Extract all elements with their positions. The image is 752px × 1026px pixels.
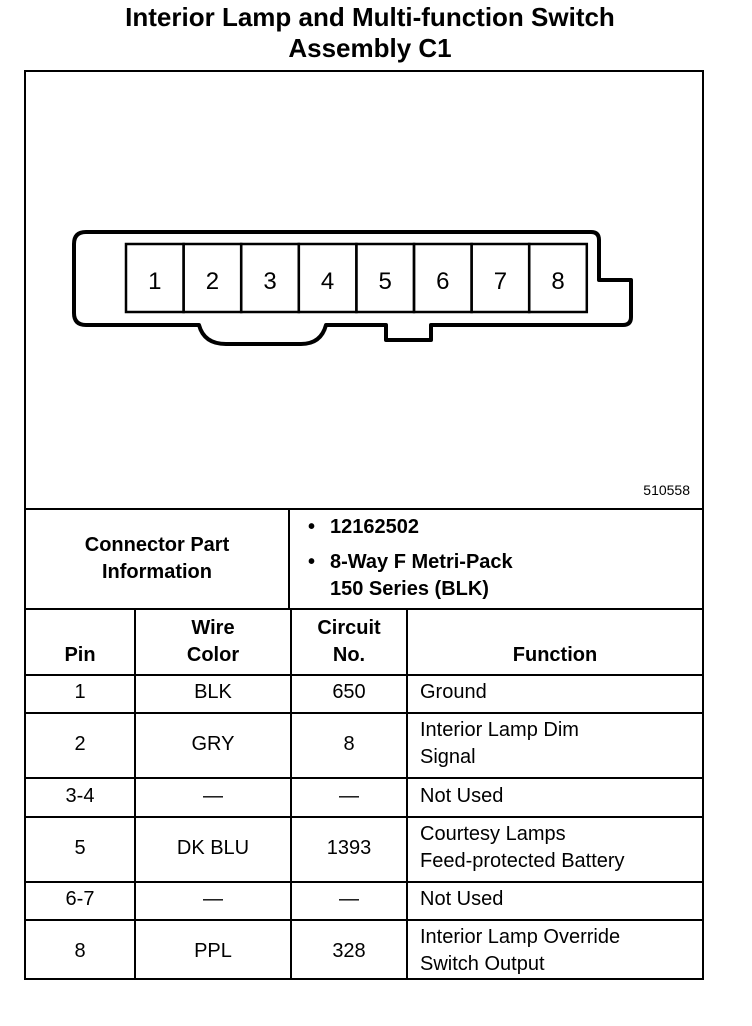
cell-pin: 1 bbox=[74, 681, 86, 703]
pin-number: 6 bbox=[436, 268, 450, 295]
cell-function-line-2: Feed-protected Battery bbox=[420, 850, 625, 872]
cell-function bbox=[420, 717, 579, 771]
cell-function bbox=[420, 783, 503, 810]
cell-pin: 3-4 bbox=[65, 785, 95, 807]
pin-number: 3 bbox=[263, 268, 277, 295]
page-title bbox=[0, 2, 740, 64]
cell-pin: 6-7 bbox=[65, 888, 95, 910]
cell-wire-color: — bbox=[203, 888, 223, 910]
pin-number: 5 bbox=[378, 268, 392, 295]
cell-function bbox=[420, 679, 487, 706]
part-info-label-line-1: Connector Part bbox=[84, 534, 230, 556]
title-line-2: Assembly C1 bbox=[288, 33, 452, 63]
cell-function-line-1: Interior Lamp Override bbox=[420, 926, 621, 948]
part-description-line-1: 8-Way F Metri-Pack bbox=[330, 551, 513, 573]
connector-diagram bbox=[26, 72, 702, 508]
part-number: 12162502 bbox=[330, 516, 419, 538]
part-info-label-line-2: Information bbox=[102, 561, 212, 583]
header-circuit-line-1: Circuit bbox=[317, 617, 381, 639]
part-info-list bbox=[290, 510, 702, 608]
connector-card bbox=[24, 70, 704, 980]
cell-wire-color: BLK bbox=[194, 681, 232, 703]
cell-function bbox=[420, 886, 503, 913]
part-description-line-2: 150 Series (BLK) bbox=[330, 578, 489, 600]
cell-wire-color: DK BLU bbox=[176, 837, 250, 859]
cell-circuit: 1393 bbox=[326, 837, 372, 859]
row-divider bbox=[26, 712, 702, 714]
cell-pin: 8 bbox=[74, 940, 86, 962]
pin-number: 2 bbox=[205, 268, 220, 295]
cell-function bbox=[420, 821, 625, 875]
row-divider bbox=[26, 816, 702, 818]
header-circuit-no bbox=[292, 615, 406, 669]
connector-part-information bbox=[26, 508, 702, 608]
row-divider bbox=[26, 674, 702, 676]
cell-function-line-1: Not Used bbox=[420, 888, 504, 910]
bullet: • bbox=[308, 551, 316, 573]
cell-wire-color: GRY bbox=[191, 733, 235, 755]
header-pin: Pin bbox=[64, 644, 96, 666]
cell-function-line-2: Switch Output bbox=[420, 953, 545, 975]
header-wire-color-line-1: Wire bbox=[191, 617, 235, 639]
cell-circuit: — bbox=[339, 888, 359, 910]
part-number-item bbox=[308, 514, 419, 541]
cell-wire-color: — bbox=[203, 785, 223, 807]
cell-function-line-2: Signal bbox=[420, 746, 476, 768]
cell-circuit: 650 bbox=[332, 681, 366, 703]
row-divider bbox=[26, 919, 702, 921]
pin-number: 1 bbox=[148, 268, 162, 295]
part-description-item bbox=[308, 549, 513, 603]
bullet: • bbox=[308, 516, 316, 538]
cell-function-line-1: Ground bbox=[420, 681, 487, 703]
part-info-label bbox=[26, 510, 290, 608]
row-divider bbox=[26, 777, 702, 779]
header-circuit-line-2: No. bbox=[332, 644, 366, 666]
cell-function-line-1: Interior Lamp Dim bbox=[420, 719, 579, 741]
cell-wire-color: PPL bbox=[194, 940, 232, 962]
cell-circuit: 328 bbox=[332, 940, 366, 962]
cell-pin: 2 bbox=[74, 733, 86, 755]
figure-id: 510558 bbox=[643, 482, 690, 498]
connector-face-drawing bbox=[26, 72, 702, 508]
cell-circuit: 8 bbox=[343, 733, 355, 755]
pin-number: 8 bbox=[551, 268, 565, 295]
pin-number: 4 bbox=[320, 268, 335, 295]
title-line-1: Interior Lamp and Multi-function Switch bbox=[125, 2, 615, 32]
cell-function-line-1: Courtesy Lamps bbox=[420, 823, 566, 845]
header-function: Function bbox=[512, 644, 598, 666]
cell-pin: 5 bbox=[74, 837, 86, 859]
pin-number: 7 bbox=[493, 268, 508, 295]
row-divider bbox=[26, 881, 702, 883]
header-wire-color bbox=[136, 615, 290, 669]
header-wire-color-line-2: Color bbox=[186, 644, 240, 666]
pinout-table bbox=[26, 608, 702, 978]
cell-function-line-1: Not Used bbox=[420, 785, 504, 807]
cell-function bbox=[420, 924, 620, 978]
cell-circuit: — bbox=[339, 785, 359, 807]
